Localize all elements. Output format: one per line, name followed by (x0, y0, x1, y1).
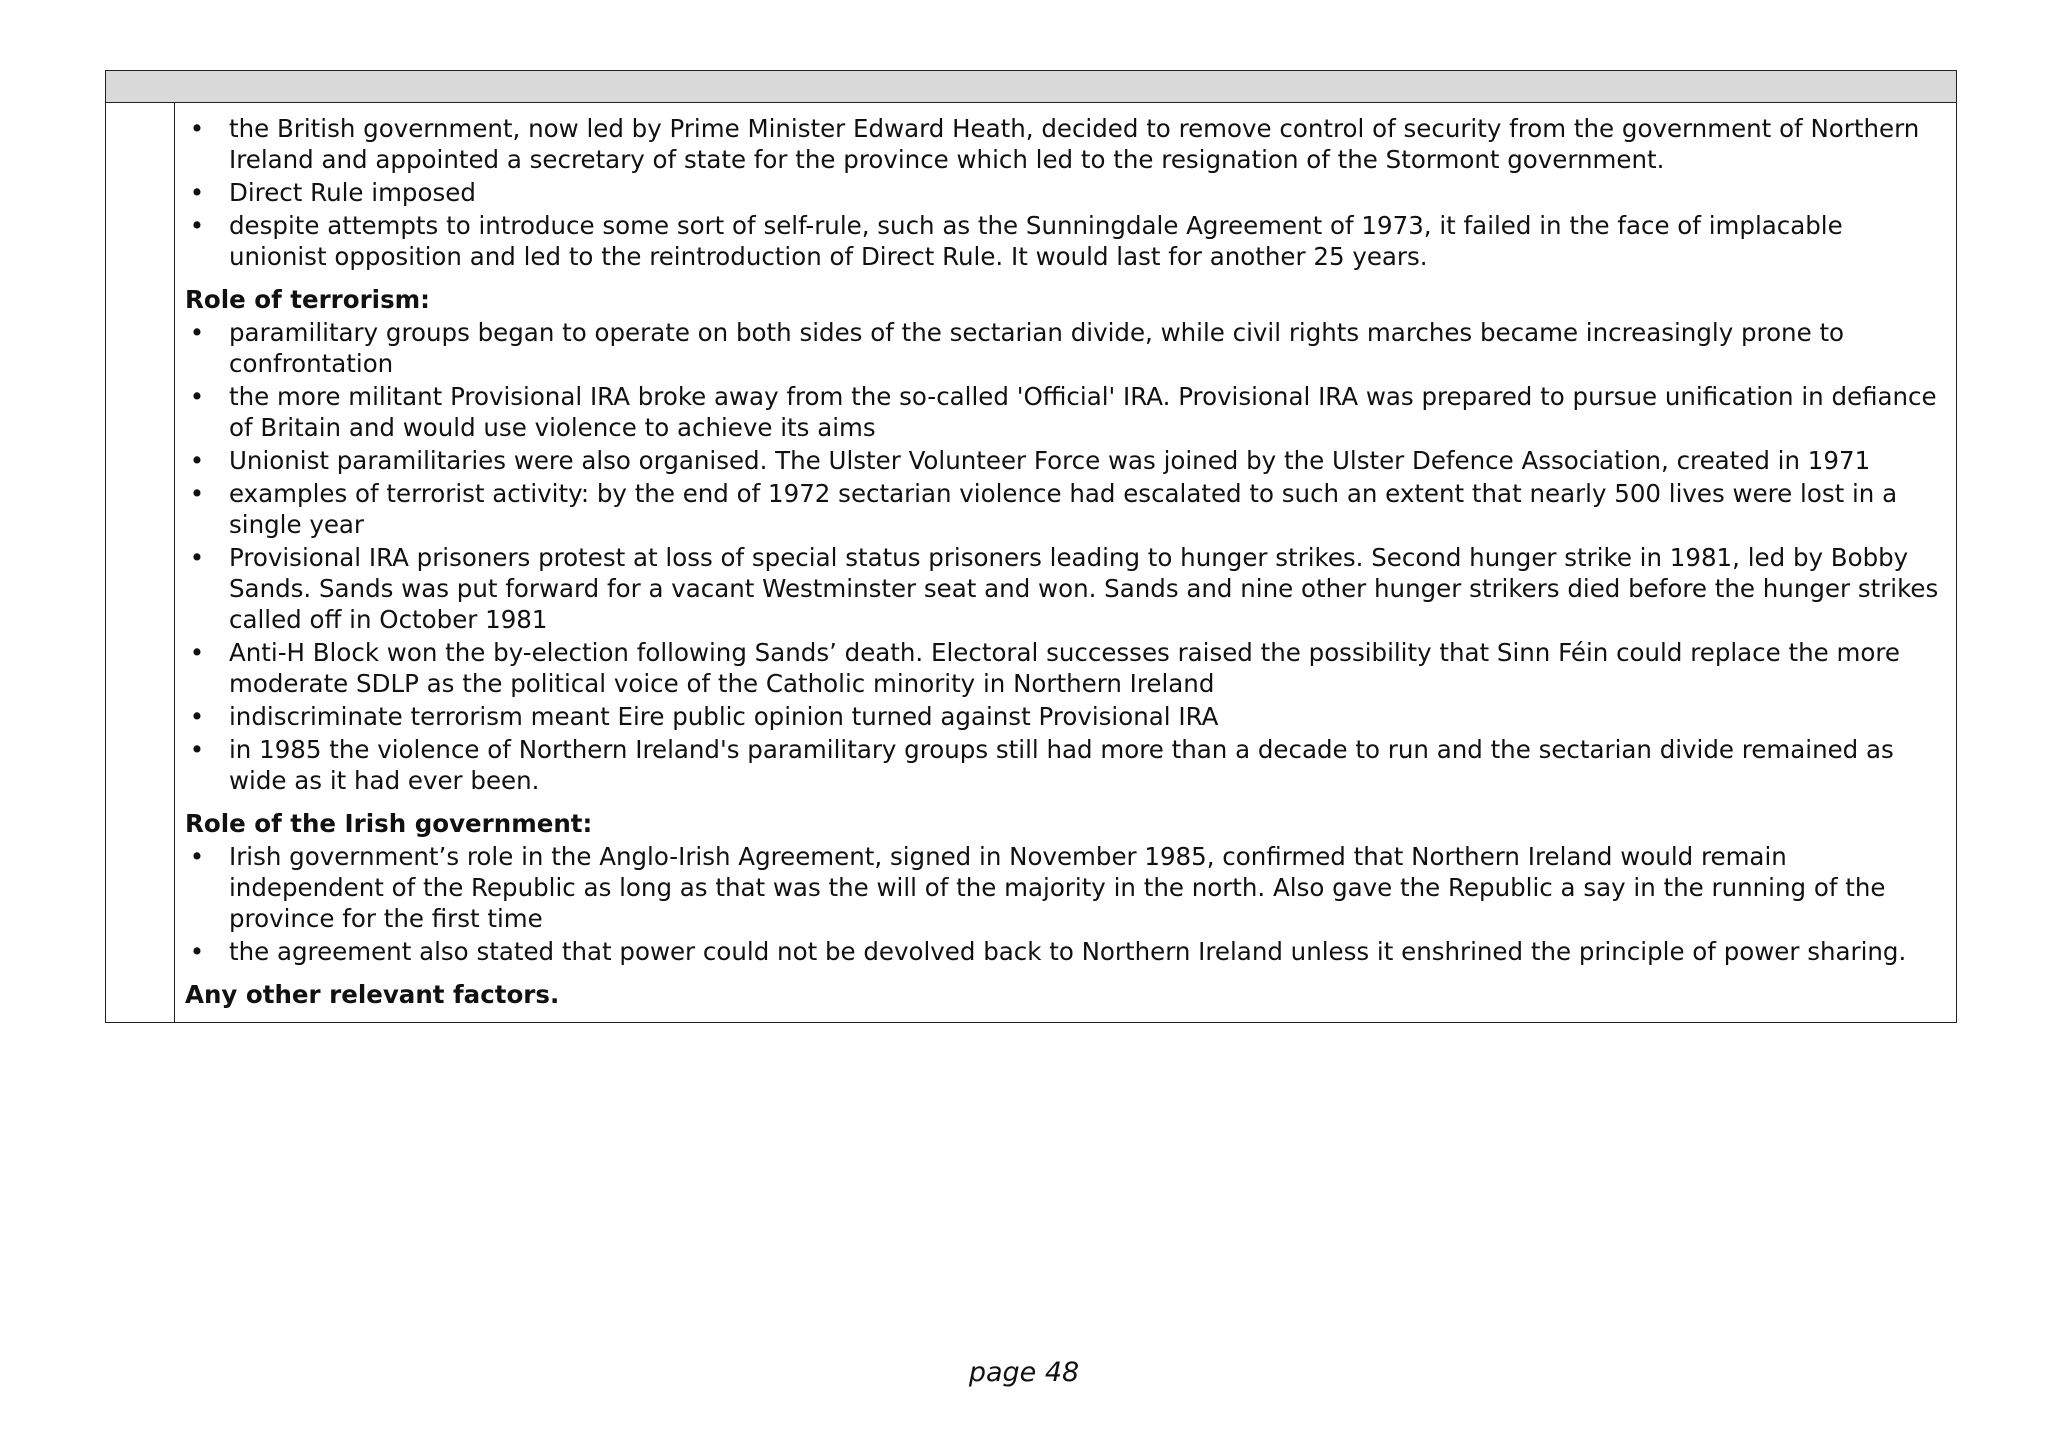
list-item-text: despite attempts to introduce some sort of self-rule, such as the Sunningdale Agreement of 1973, it failed in the face of implacable unionist opposition and led to the reintroduction of Direct Rule. It would last for another 25 years. (229, 211, 1843, 271)
bullet-icon: • (189, 543, 205, 572)
table-header-band (106, 71, 1956, 103)
list-item (185, 478, 1944, 540)
table-left-cell (106, 103, 175, 1022)
list-item (185, 734, 1944, 796)
list-item (185, 445, 1944, 476)
table-content-cell (175, 103, 1956, 1022)
list-item-text: Provisional IRA prisoners protest at loss of special status prisoners leading to hunger strikes. Second hunger strike in 1981, led by Bobby Sands. Sands was put forward for a vacant Westminster seat and won. Sands and nine other hunger strikers died before the hunger strikes called off in October 1981 (229, 543, 1939, 634)
bullet-icon: • (189, 479, 205, 508)
list-item-text: the more militant Provisional IRA broke away from the so-called 'Official' IRA. Provisional IRA was prepared to pursue unification in defiance of Britain and would use violence to achieve its aims (229, 382, 1937, 442)
list-item (185, 317, 1944, 379)
bullet-icon: • (189, 318, 205, 347)
bullet-icon: • (189, 638, 205, 667)
list-item-text: Irish government’s role in the Anglo-Irish Agreement, signed in November 1985, confirmed that Northern Ireland would remain independent of the Republic as long as that was the will of the majority in the north. Also gave the Republic a say in the running of the province for the first time (229, 842, 1886, 933)
list-item-text: Anti-H Block won the by-election following Sands’ death. Electoral successes raised the possibility that Sinn Féin could replace the more moderate SDLP as the political voice of the Catholic minority in Northern Ireland (229, 638, 1900, 698)
bullet-icon: • (189, 114, 205, 143)
section-heading-terrorism: Role of terrorism: (185, 285, 430, 314)
closing-note: Any other relevant factors. (185, 980, 560, 1009)
section2-list (185, 317, 1944, 796)
list-item (185, 210, 1944, 272)
bullet-icon: • (189, 842, 205, 871)
list-item (185, 113, 1944, 175)
list-item-text: indiscriminate terrorism meant Eire public opinion turned against Provisional IRA (229, 702, 1219, 731)
list-item-text: the British government, now led by Prime Minister Edward Heath, decided to remove control of security from the government of Northern Ireland and appointed a secretary of state for the province which led to the resignation of the Stormont government. (229, 114, 1920, 174)
bullet-icon: • (189, 702, 205, 731)
list-item-text: paramilitary groups began to operate on both sides of the sectarian divide, while civil rights marches became increasingly prone to confrontation (229, 318, 1845, 378)
list-item (185, 381, 1944, 443)
list-item (185, 542, 1944, 635)
table-body-row (106, 103, 1956, 1022)
bullet-icon: • (189, 382, 205, 411)
list-item (185, 177, 1944, 208)
section-heading-irish-government: Role of the Irish government: (185, 809, 593, 838)
list-item (185, 936, 1944, 967)
list-item-text: the agreement also stated that power could not be devolved back to Northern Ireland unless it enshrined the principle of power sharing. (229, 937, 1907, 966)
bullet-icon: • (189, 178, 205, 207)
marking-table (105, 70, 1957, 1023)
page-number: page 48 (968, 1357, 1080, 1388)
bullet-icon: • (189, 211, 205, 240)
bullet-icon: • (189, 446, 205, 475)
list-item (185, 637, 1944, 699)
list-item-text: examples of terrorist activity: by the end of 1972 sectarian violence had escalated to such an extent that nearly 500 lives were lost in a single year (229, 479, 1898, 539)
list-item (185, 701, 1944, 732)
section1-list (185, 113, 1944, 272)
list-item-text: in 1985 the violence of Northern Ireland's paramilitary groups still had more than a decade to run and the sectarian divide remained as wide as it had ever been. (229, 735, 1894, 795)
bullet-icon: • (189, 937, 205, 966)
list-item-text: Unionist paramilitaries were also organised. The Ulster Volunteer Force was joined by the Ulster Defence Association, created in 1971 (229, 446, 1871, 475)
bullet-icon: • (189, 735, 205, 764)
section3-list (185, 841, 1944, 967)
list-item-text: Direct Rule imposed (229, 178, 476, 207)
list-item (185, 841, 1944, 934)
